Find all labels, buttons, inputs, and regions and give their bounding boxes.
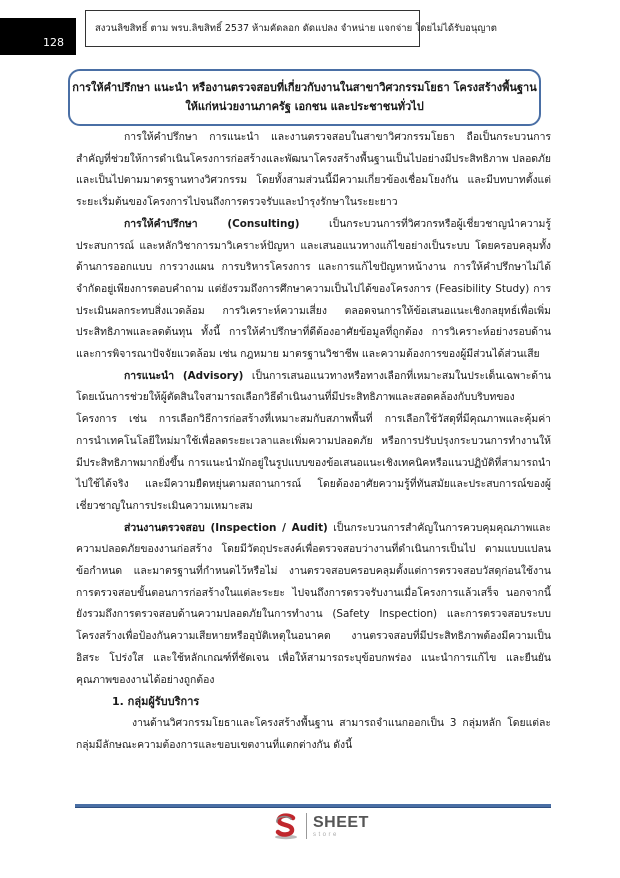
logo-sub-text: store [313, 831, 339, 838]
logo-main-text: SHEET [313, 813, 369, 831]
consulting-text: เป็นกระบวนการที่วิศวกรหรือผู้เชี่ยวชาญนำความรู้ ประสบการณ์ และหลักวิชาการมาวิเคราะห์ปัญหา และเสนอแนวทางแก้ไขอย่างเป็นระบบ โดยครอบคลุมทั้งด้านการออกแบบ การวางแผน การบริหารโครงการ และการแก้ไขปัญหาหน้างาน การให้คำปรึกษาไม่ได้จำกัดอยู่เพียงการตอบคำถาม แต่ยังรวมถึงการศึกษาความเป็นไปได้ของโครงการ (Feasibility Study) การประเมินผลกระทบสิ่งแวดล้อม การวิเคราะห์ความเสี่ยง ตลอดจนการให้ข้อเสนอแนะเชิงกลยุทธ์เพื่อเพิ่มประสิทธิภาพและลดต้นทุน ทั้งนี้ การให้คำปรึกษาที่ดีต้องอาศัยข้อมูลที่ถูกต้อง การวิเคราะห์อย่างรอบด้าน และการพิจารณาปัจจัยแวดล้อม เช่น กฎหมาย มาตรฐานวิชาชีพ และความต้องการของผู้มีส่วนได้ส่วนเสีย [76, 217, 551, 361]
inspection-term: ส่วนงานตรวจสอบ (Inspection / Audit) [124, 521, 328, 534]
logo-text [313, 815, 369, 838]
copyright-notice-box [85, 10, 497, 47]
section-heading: 1. กลุ่มผู้รับบริการ [112, 695, 200, 709]
section-title-box [68, 69, 541, 126]
advisory-text: เป็นการเสนอแนวทางหรือทางเลือกที่เหมาะสมในประเด็นเฉพาะด้าน โดยเน้นการช่วยให้ผู้ตัดสินใจสามารถเลือกวิธีดำเนินงานที่มีประสิทธิภาพและสอดคล้องกับบริบทของโครงการ เช่น การเลือกวิธีการก่อสร้างที่เหมาะสมกับสภาพพื้นที่ การเลือกใช้วัสดุที่มีคุณภาพและคุ้มค่า การนำเทคโนโลยีใหม่มาใช้เพื่อลดระยะเวลาและเพิ่มความปลอดภัย หรือการปรับปรุงกระบวนการทำงานให้มีประสิทธิภาพมากยิ่งขึ้น การแนะนำมักอยู่ในรูปแบบของข้อเสนอแนะเชิงเทคนิคหรือแนวปฏิบัติที่สามารถนำไปใช้ได้จริง และมีความยืดหยุ่นตามสถานการณ์ โดยต้องอาศัยความรู้ที่ทันสมัยและประสบการณ์ของผู้เชี่ยวชาญในการประเมินความเหมาะสม [76, 369, 551, 512]
section-title-line2: ให้แก่หน่วยงานภาครัฐ เอกชน และประชาชนทั่วไป [185, 100, 424, 113]
advisory-paragraph [76, 366, 551, 518]
inspection-paragraph [76, 518, 551, 692]
consulting-term: การให้คำปรึกษา (Consulting) [124, 217, 300, 230]
section-title-line1: การให้คำปรึกษา แนะนำ หรืองานตรวจสอบที่เกี่ยวกับงานในสาขาวิศวกรรมโยธา โครงสร้างพื้นฐาน [72, 81, 537, 94]
consulting-paragraph [76, 214, 551, 366]
copyright-notice: สงวนลิขสิทธิ์ ตาม พรบ.ลิขสิทธิ์ 2537 ห้ามคัดลอก ดัดแปลง จำหน่าย แจกจ่าย โดยไม่ได้รับอนุญาต [95, 23, 497, 34]
inspection-text: เป็นกระบวนการสำคัญในการควบคุมคุณภาพและความปลอดภัยของงานก่อสร้าง โดยมีวัตถุประสงค์เพื่อตรวจสอบว่างานที่ดำเนินการเป็นไป ตามแบบแปลน ข้อกำหนด และมาตรฐานที่กำหนดไว้หรือไม่ งานตรวจสอบครอบคลุมตั้งแต่การตรวจสอบวัสดุก่อนใช้งาน การตรวจสอบขั้นตอนการก่อสร้างในแต่ละระยะ ไปจนถึงการตรวจรับงานเมื่อโครงการแล้วเสร็จ นอกจากนี้ยังรวมถึงการตรวจสอบด้านความปลอดภัยในการทำงาน (Safety Inspection) และการตรวจสอบระบบโครงสร้างเพื่อป้องกันความเสียหายหรืออุบัติเหตุในอนาคต งานตรวจสอบที่มีประสิทธิภาพต้องมีความเป็นอิสระ โปร่งใส และใช้หลักเกณฑ์ที่ชัดเจน เพื่อให้สามารถระบุข้อบกพร่อง แนะนำการแก้ไข และยืนยันคุณภาพของงานได้อย่างถูกต้อง [76, 521, 551, 686]
page-number [0, 18, 76, 55]
page-number-text: 128 [43, 36, 64, 49]
sheet-store-logo [272, 812, 369, 840]
sheet-store-s-icon [272, 812, 300, 840]
intro-paragraph: การให้คำปรึกษา การแนะนำ และงานตรวจสอบในสาขาวิศวกรรมโยธา ถือเป็นกระบวนการสำคัญที่ช่วยให้การดำเนินโครงการก่อสร้างและพัฒนาโครงสร้างพื้นฐานเป็นไปอย่างมีประสิทธิภาพ ปลอดภัย และเป็นไปตามมาตรฐานทางวิศวกรรม โดยทั้งสามส่วนนี้มีความเกี่ยวข้องเชื่อมโยงกัน และมีบทบาทตั้งแต่ระยะเริ่มต้นของโครงการไปจนถึงการตรวจรับและบำรุงรักษาในระยะยาว [76, 131, 551, 209]
footer-divider [75, 804, 551, 808]
logo-separator [306, 813, 307, 839]
section-paragraph: งานด้านวิศวกรรมโยธาและโครงสร้างพื้นฐาน สามารถจำแนกออกเป็น 3 กลุ่มหลัก โดยแต่ละกลุ่มมีลักษณะความต้องการและขอบเขตงานที่แตกต่างกัน ดังนี้ [76, 716, 551, 751]
advisory-term: การแนะนำ (Advisory) [124, 369, 244, 382]
document-body [76, 127, 551, 756]
